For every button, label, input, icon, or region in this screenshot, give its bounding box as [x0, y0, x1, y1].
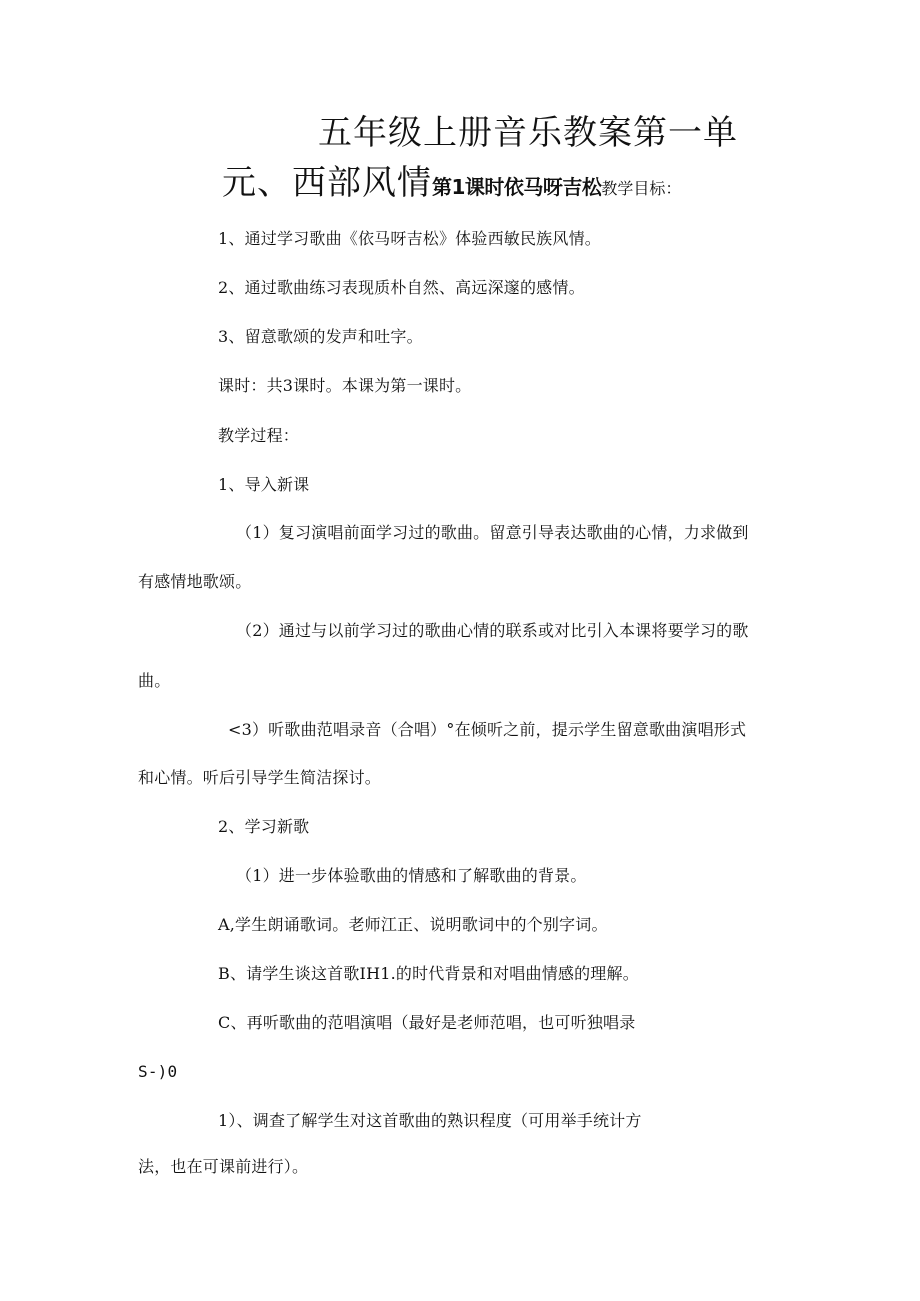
- class-hours: 课时：共3课时。本课为第一课时。: [218, 376, 472, 395]
- paragraph-line: 1）、调查了解学生对这首歌曲的熟识程度（可用举手统计方: [218, 1111, 642, 1130]
- goal-item: 3、留意歌颂的发声和吐字。: [218, 327, 423, 346]
- paragraph-line: A,学生朗诵歌词。老师江正、说明歌词中的个别字词。: [218, 915, 608, 934]
- step-heading: 1、导入新课: [218, 475, 310, 494]
- unit-title: 元、西部风情: [222, 163, 432, 203]
- paragraph-line: B、请学生谈这首歌IH1.的时代背景和对唱曲情感的理解。: [218, 964, 639, 983]
- paragraph-line: 有感情地歌颂。: [138, 572, 252, 591]
- document-title-line1: 五年级上册音乐教案第一单: [318, 113, 738, 153]
- paragraph-line: （1）复习演唱前面学习过的歌曲。留意引导表达歌曲的心情，力求做到: [236, 523, 749, 542]
- paragraph-line: （2）通过与以前学习过的歌曲心情的联系或对比引入本课将要学习的歌: [236, 621, 749, 640]
- paragraph-line: C、再听歌曲的范唱演唱（最好是老师范唱，也可听独唱录: [218, 1013, 636, 1032]
- paragraph-line: <3）听歌曲范唱录音（合唱）°在倾听之前，提示学生留意歌曲演唱形式: [228, 720, 747, 739]
- paragraph-line: S-)0: [138, 1062, 178, 1081]
- step-heading: 2、学习新歌: [218, 817, 310, 836]
- goal-item: 1、通过学习歌曲《依马呀吉松》体验西敏民族风情。: [218, 229, 601, 248]
- lesson-title: 第1课时依马呀吉松: [432, 175, 602, 199]
- teaching-goals-heading: 教学目标：: [601, 179, 682, 198]
- teaching-process-heading: 教学过程：: [218, 426, 300, 445]
- paragraph-line: 法，也在可课前进行）。: [138, 1157, 309, 1176]
- document-title-line2: [222, 162, 681, 204]
- goal-item: 2、通过歌曲练习表现质朴自然、高远深邃的感情。: [218, 278, 585, 297]
- paragraph-line: （1）进一步体验歌曲的情感和了解歌曲的背景。: [236, 866, 587, 885]
- paragraph-line: 曲。: [138, 671, 171, 690]
- paragraph-line: 和心情。听后引导学生简洁探讨。: [138, 768, 382, 787]
